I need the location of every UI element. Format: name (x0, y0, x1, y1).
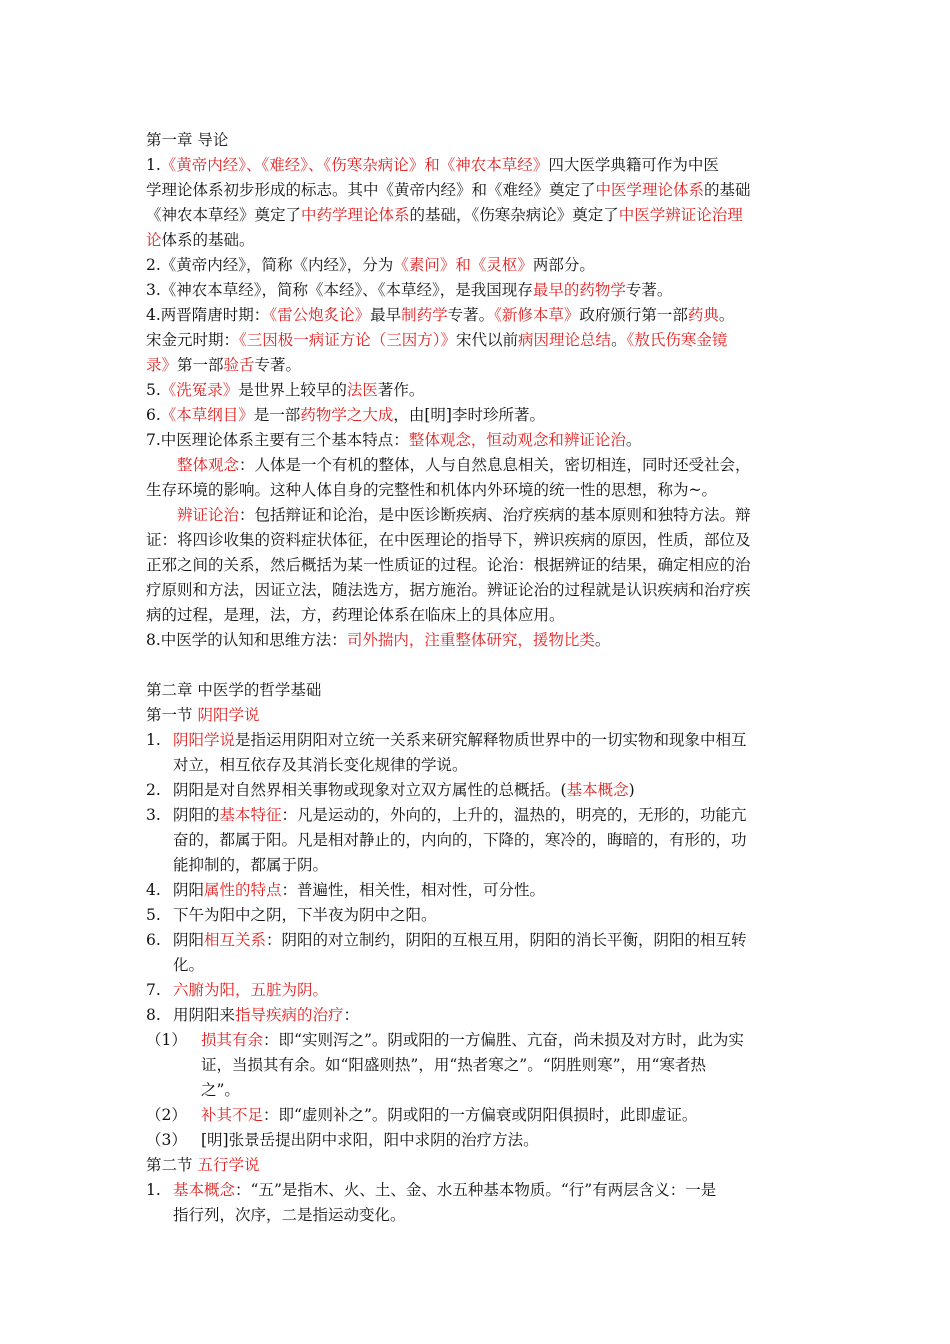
ch1-item-4-cont (146, 353, 806, 378)
subitem-number: （3） (146, 1131, 187, 1149)
item-number: 1. (146, 1181, 161, 1199)
section-label: 第二节 (146, 1156, 198, 1174)
body-text: 著作。 (377, 381, 425, 399)
ch1-item-5 (146, 378, 806, 403)
highlight-text: 《三因极一病证方论（三因方）》 (239, 331, 457, 349)
section-2-title (146, 1153, 806, 1178)
highlight-text: 《敖氏伤寒金镜 (626, 331, 728, 349)
highlight-text: 验舌 (223, 356, 255, 374)
ch1-item-6 (146, 403, 806, 428)
subitem-number: （1） (146, 1031, 187, 1049)
body-text: ，由[明]李时珍所著。 (393, 406, 545, 424)
item-number: 2. (146, 256, 161, 274)
highlight-text: 中医学辨证论治理 (618, 206, 743, 224)
body-text: 中医理论体系主要有三个基本特点： (160, 431, 409, 449)
body-text: ：包括辩证和论治，是中医诊断疾病、治疗疾病的基本原则和独特方法。辩 (239, 506, 751, 524)
body-text: 《神农本草经》，简称《本经》、《本草经》，是我国现存 (160, 281, 533, 299)
highlight-text: 补其不足 (201, 1106, 264, 1124)
item-number: 8. (146, 1006, 161, 1024)
highlight-text: 指导疾病的治疗 (235, 1006, 344, 1024)
body-text: 宋代以前 (456, 331, 519, 349)
item-number: 7. (146, 431, 161, 449)
highlight-text: 录》 (146, 356, 178, 374)
chapter-1-title: 第一章 导论 (146, 131, 229, 149)
highlight-text: 制药学 (401, 306, 448, 324)
highlight-text: 中医学理论体系 (595, 181, 705, 199)
body-text: ： (343, 1006, 360, 1024)
ch1-item-7-cont (146, 478, 806, 503)
body-text: 。 (594, 631, 611, 649)
subitem-number: （2） (146, 1106, 187, 1124)
body-text: 用阴阳来 (173, 1006, 236, 1024)
highlight-text: 《洗冤录》 (160, 381, 239, 399)
body-text: 。 (611, 331, 627, 349)
ch1-item-7-cont: 正邪之间的关系，然后概括为某一性质证的过程。论治：根据辨证的结果，确定相应的治 (146, 556, 751, 574)
section-label: 第一节 (146, 706, 198, 724)
body-text: 最早 (370, 306, 402, 324)
ch2-item-3-cont: 奋的，都属于阳。凡是相对静止的，内向的，下降的，寒冷的，晦暗的，有形的，功 (173, 831, 747, 849)
body-text: 专著。 (447, 306, 495, 324)
item-number: 7. (146, 981, 161, 999)
item-number: 8. (146, 631, 161, 649)
item-number: 3. (146, 806, 161, 824)
body-text: 阴阳 (173, 881, 205, 899)
body-text: 阴阳是对自然界相关事物或现象对立双方属性的总概括。( (173, 781, 567, 799)
highlight-text: 损其有余 (201, 1031, 264, 1049)
highlight-text: 药典 (687, 306, 719, 324)
ch1-item-7-syndrome (146, 503, 806, 528)
body-text: 政府颁行第一部 (579, 306, 688, 324)
body-text: ：即“虚则补之”。阴或阳的一方偏衰或阴阳俱损时，此即虚证。 (263, 1106, 698, 1124)
body-text: 生存环境的影响。这种人体自身的完整性和机体内外环境的统一性的思想，称为~。 (146, 481, 717, 499)
ch1-item-7-holism (146, 453, 806, 478)
ch1-item-1-cont (146, 228, 806, 253)
body-text: 是指运用阴阳对立统一关系来研究解释物质世界中的一切实物和现象中相互 (235, 731, 747, 749)
highlight-text: 最早的药物学 (532, 281, 626, 299)
body-text: 。 (718, 306, 735, 324)
body-text: [明]张景岳提出阴中求阳，阳中求阴的治疗方法。 (201, 1131, 539, 1149)
ch1-item-7-cont: 疗原则和方法，因证立法，随法选方，据方施治。辨证论治的过程就是认识疾病和治疗疾 (146, 581, 751, 599)
item-number: 4. (146, 306, 161, 324)
ch2-subitem-1-cont: 证，当损其有余。如“阳盛则热”，用“热者寒之”。“阴胜则寒”，用“寒者热 (201, 1056, 706, 1074)
body-text: 。 (625, 431, 642, 449)
ch1-item-4 (146, 303, 806, 328)
item-number: 6. (146, 406, 161, 424)
body-text: 四大医学典籍可作为中医 (548, 156, 719, 174)
ch2-item-4 (146, 878, 806, 903)
ch2-item-1 (146, 728, 806, 753)
ch1-item-1-cont (146, 203, 806, 228)
item-number: 4. (146, 881, 161, 899)
body-text: 《神农本草经》奠定了 (146, 206, 302, 224)
body-text: ：人体是一个有机的整体，人与自然息息相关，密切相连，同时还受社会， (239, 456, 751, 474)
body-text: 是一部 (253, 406, 301, 424)
body-text: ：“五”是指木、火、土、金、水五种基本物质。“行”有两层含义：一是 (235, 1181, 717, 1199)
highlight-text: 病因理论总结 (518, 331, 612, 349)
item-number: 1. (146, 731, 161, 749)
item-number: 5. (146, 381, 161, 399)
body-text: 专著。 (254, 356, 302, 374)
ch2-item-8 (146, 1003, 806, 1028)
body-text: 宋金元时期： (146, 331, 240, 349)
body-text: ：普遍性，相关性，相对性，可分性。 (281, 881, 546, 899)
highlight-text: 整体观念 (177, 456, 240, 474)
ch2-s2-item-1 (146, 1178, 806, 1203)
ch1-item-3 (146, 278, 806, 303)
item-number: 5. (146, 906, 161, 924)
item-number: 3. (146, 281, 161, 299)
highlight-text: 《本草纲目》 (160, 406, 254, 424)
body-text: ) (628, 781, 635, 799)
highlight-text: 辨证论治 (177, 506, 240, 524)
highlight-text: 《雷公炮炙论》 (269, 306, 371, 324)
highlight-text: 整体观念，恒动观念和辨证论治 (408, 431, 626, 449)
ch2-subitem-3 (146, 1128, 806, 1153)
item-number: 2. (146, 781, 161, 799)
spacer (146, 653, 806, 678)
highlight-text: 基本概念 (566, 781, 629, 799)
ch2-item-5 (146, 903, 806, 928)
highlight-text: 《黄帝内经》、《难经》、《伤寒杂病论》和《神农本草经》 (160, 156, 549, 174)
ch1-item-2 (146, 253, 806, 278)
ch2-item-6-cont: 化。 (173, 956, 205, 974)
body-text: 阴阳的 (173, 806, 220, 824)
item-number: 6. (146, 931, 161, 949)
ch2-item-2 (146, 778, 806, 803)
ch2-item-6 (146, 928, 806, 953)
ch2-item-7 (146, 978, 806, 1003)
body-text: 专著。 (625, 281, 673, 299)
ch1-item-8 (146, 628, 806, 653)
highlight-text: 阴阳学说 (197, 706, 260, 724)
ch2-subitem-1-cont: 之”。 (201, 1081, 240, 1099)
body-text: 第一部 (177, 356, 224, 374)
body-text: 两部分。 (532, 256, 595, 274)
body-text: 体系的基础。 (161, 231, 255, 249)
highlight-text: 基本特征 (219, 806, 282, 824)
document-content (146, 128, 806, 1228)
highlight-text: 相互关系 (204, 931, 267, 949)
ch1-item-1 (146, 153, 806, 178)
body-text: 阴阳 (173, 931, 205, 949)
body-text: ：即“实则泻之”。阴或阳的一方偏胜、亢奋，尚未损及对方时，此为实 (263, 1031, 744, 1049)
ch1-item-4-cont (146, 328, 806, 353)
item-number: 1. (146, 156, 161, 174)
highlight-text: 属性的特点 (204, 881, 282, 899)
body-text: 两晋隋唐时期： (160, 306, 270, 324)
highlight-text: 《素问》和《灵枢》 (393, 256, 533, 274)
ch2-s2-item-1-cont: 指行列，次序，二是指运动变化。 (173, 1206, 406, 1224)
highlight-text: 中药学理论体系 (301, 206, 410, 224)
ch1-item-7-cont: 病的过程，是理，法，方，药理论体系在临床上的具体应用。 (146, 606, 565, 624)
highlight-text: 阴阳学说 (173, 731, 236, 749)
ch2-subitem-2 (146, 1103, 806, 1128)
highlight-text: 司外揣内，注重整体研究，援物比类 (346, 631, 595, 649)
ch2-item-3-cont: 能抑制的，都属于阴。 (173, 856, 329, 874)
ch1-item-7 (146, 428, 806, 453)
highlight-text: 论 (146, 231, 162, 249)
body-text: 是世界上较早的 (238, 381, 347, 399)
highlight-text: 五行学说 (197, 1156, 260, 1174)
body-text: 的基础，《伤寒杂病论》奠定了 (409, 206, 619, 224)
body-text: 《黄帝内经》，简称《内经》，分为 (160, 256, 394, 274)
body-text: ：凡是运动的，外向的，上升的，温热的，明亮的，无形的，功能亢 (281, 806, 747, 824)
ch2-item-3 (146, 803, 806, 828)
highlight-text: 法医 (346, 381, 378, 399)
ch2-item-1-cont: 对立，相互依存及其消长变化规律的学说。 (173, 756, 468, 774)
ch2-subitem-1 (146, 1028, 806, 1053)
highlight-text: 基本概念 (173, 1181, 236, 1199)
chapter-2-title: 第二章 中医学的哲学基础 (146, 681, 322, 699)
body-text: 下午为阳中之阴，下半夜为阴中之阳。 (173, 906, 437, 924)
highlight-text: 药物学之大成 (300, 406, 394, 424)
section-1-title (146, 703, 806, 728)
ch1-item-7-cont: 证：将四诊收集的资料症状体征，在中医理论的指导下，辨识疾病的原因，性质，部位及 (146, 531, 751, 549)
body-text: 学理论体系初步形成的标志。其中《黄帝内经》和《难经》奠定了 (146, 181, 596, 199)
body-text: 中医学的认知和思维方法： (160, 631, 347, 649)
body-text: 的基础 (704, 181, 751, 199)
highlight-text: 六腑为阳，五脏为阴。 (173, 981, 329, 999)
body-text: ：阴阳的对立制约，阴阳的互根互用，阴阳的消长平衡，阴阳的相互转 (266, 931, 747, 949)
ch1-item-1-cont (146, 178, 806, 203)
highlight-text: 《新修本草》 (494, 306, 580, 324)
